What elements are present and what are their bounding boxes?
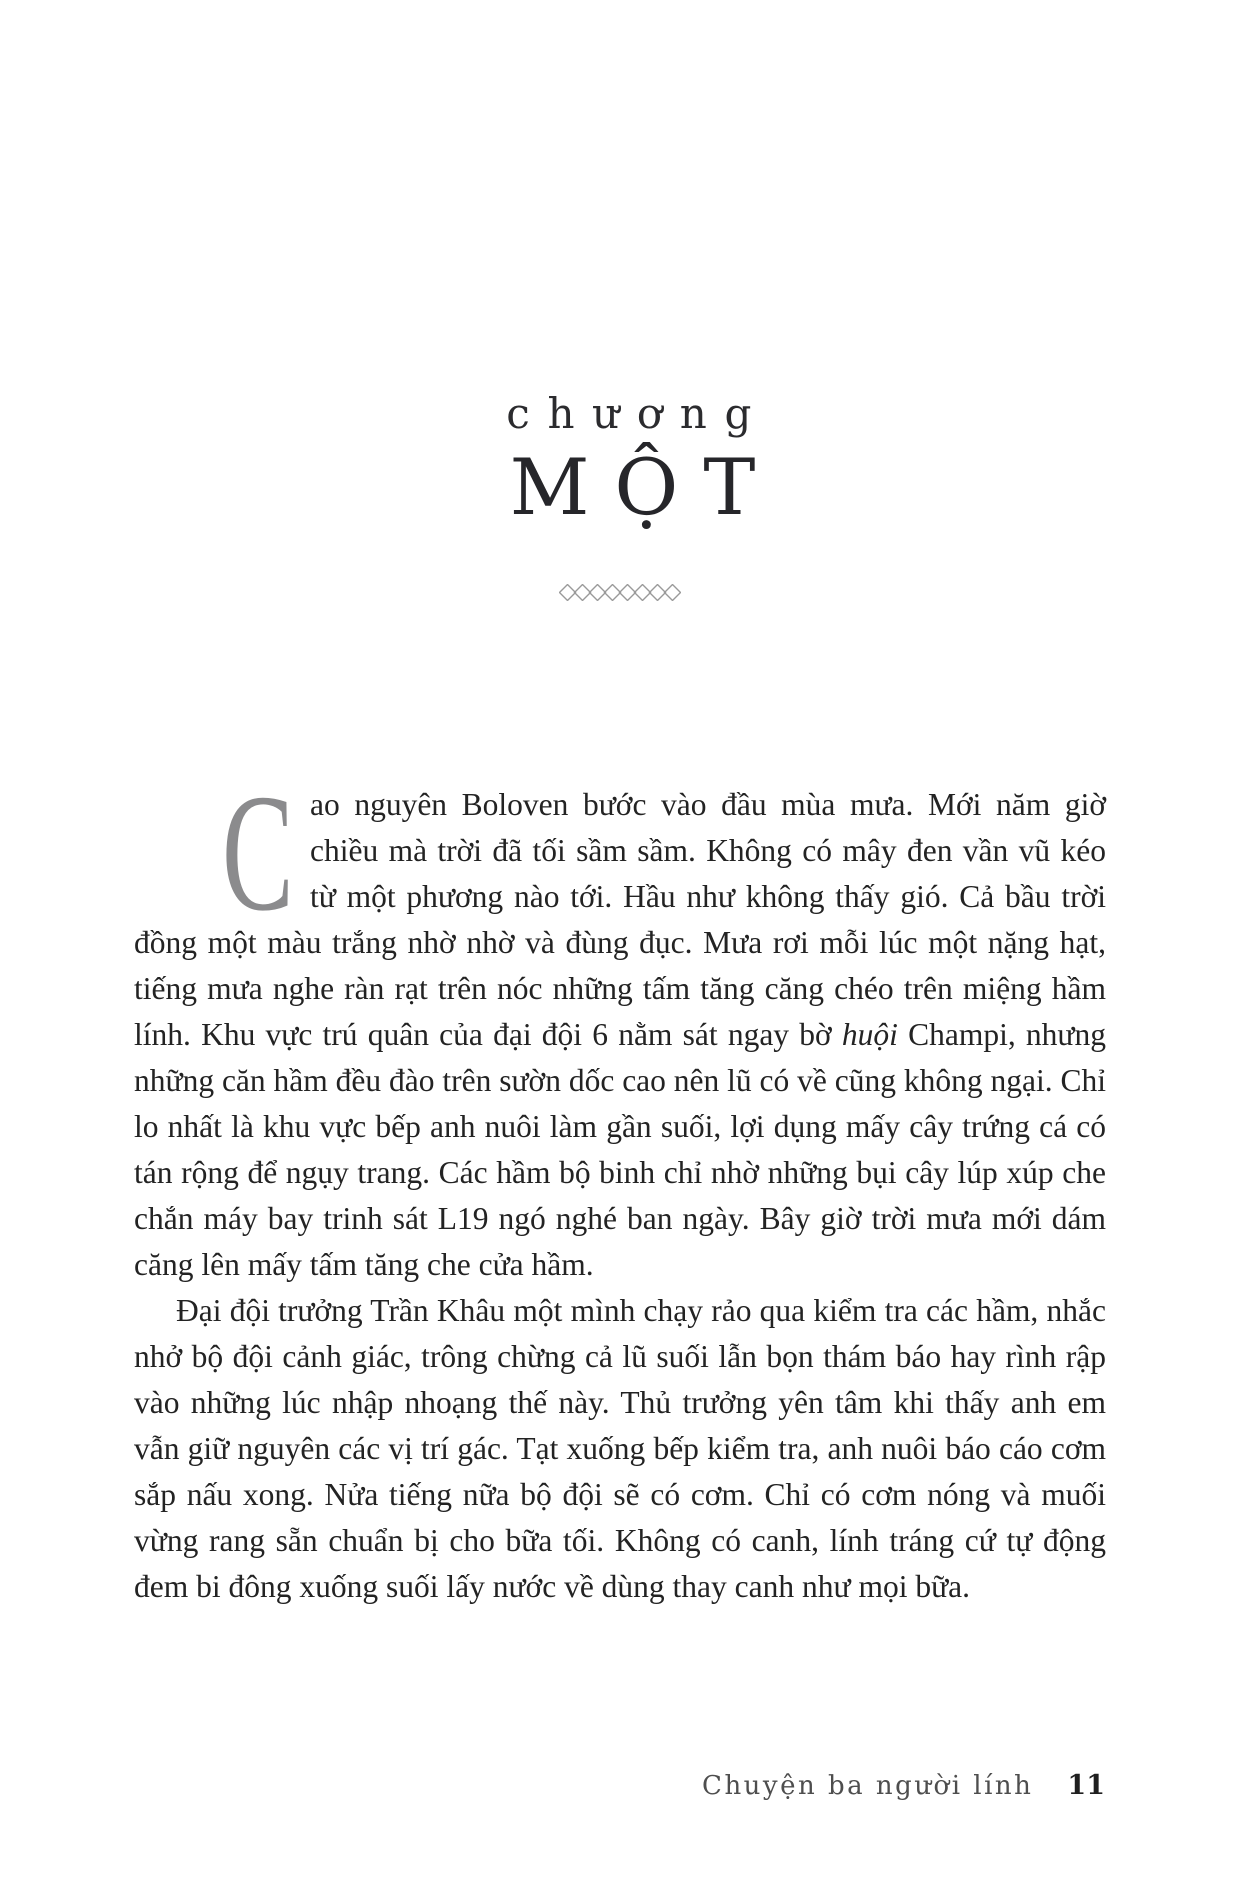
paragraph-1-text-a: ao nguyên Boloven bước vào đầu mùa mưa. Mới năm giờ chiều mà trời đã tối sầm sầm. Không có mây đen vần vũ kéo từ một phương nào tới. Hầu như không thấy gió. Cả bầu trời đồng một màu trắng nhờ nhờ và đùng đục. Mưa rơi mỗi lúc một nặng hạt, tiếng mưa nghe ràn rạt trên nóc những tấm tăng căng chéo trên miệng hầm lính. Khu vực trú quân của đại đội 6 nằm sát ngay bờ — [134, 787, 1106, 1052]
paragraph-2: Đại đội trưởng Trần Khâu một mình chạy rảo qua kiểm tra các hầm, nhắc nhở bộ đội cảnh giác, trông chừng cả lũ suối lẫn bọn thám báo hay rình rập vào những lúc nhập nhoạng thế này. Thủ trưởng yên tâm khi thấy anh em vẫn giữ nguyên các vị trí gác. Tạt xuống bếp kiểm tra, anh nuôi báo cáo cơm sắp nấu xong. Nửa tiếng nữa bộ đội sẽ có cơm. Chỉ có cơm nóng và muối vừng rang sẵn chuẩn bị cho bữa tối. Không có canh, lính tráng cứ tự động đem bi đông xuống suối lấy nước về dùng thay canh như mọi bữa. — [134, 1293, 1106, 1604]
page-number: 11 — [1067, 1770, 1105, 1801]
chapter-label: chương — [506, 389, 769, 438]
paragraph-1 — [134, 760, 1106, 1288]
paragraph-1-text-b: Champi, nhưng những căn hầm đều đào trên sườn dốc cao nên lũ có về cũng không ngại. Chỉ lo nhất là khu vực bếp anh nuôi làm gần suối, lợi dụng mấy cây trứng cá có tán rộng để ngụy trang. Các hầm bộ binh chỉ nhờ những bụi cây lúp xúp che chắn máy bay trinh sát L19 ngó nghé ban ngày. Bây giờ trời mưa mới dám căng lên mấy tấm tăng che cửa hầm. — [134, 1017, 1106, 1282]
running-title: Chuyện ba người lính — [702, 1771, 1034, 1801]
drop-cap: C — [222, 760, 294, 946]
chapter-title: MỘT — [509, 443, 781, 533]
page-footer — [702, 1770, 1105, 1801]
body-text — [134, 760, 1106, 1610]
italic-word: huội — [841, 1017, 898, 1052]
diamond-chain-ornament — [134, 584, 1106, 601]
